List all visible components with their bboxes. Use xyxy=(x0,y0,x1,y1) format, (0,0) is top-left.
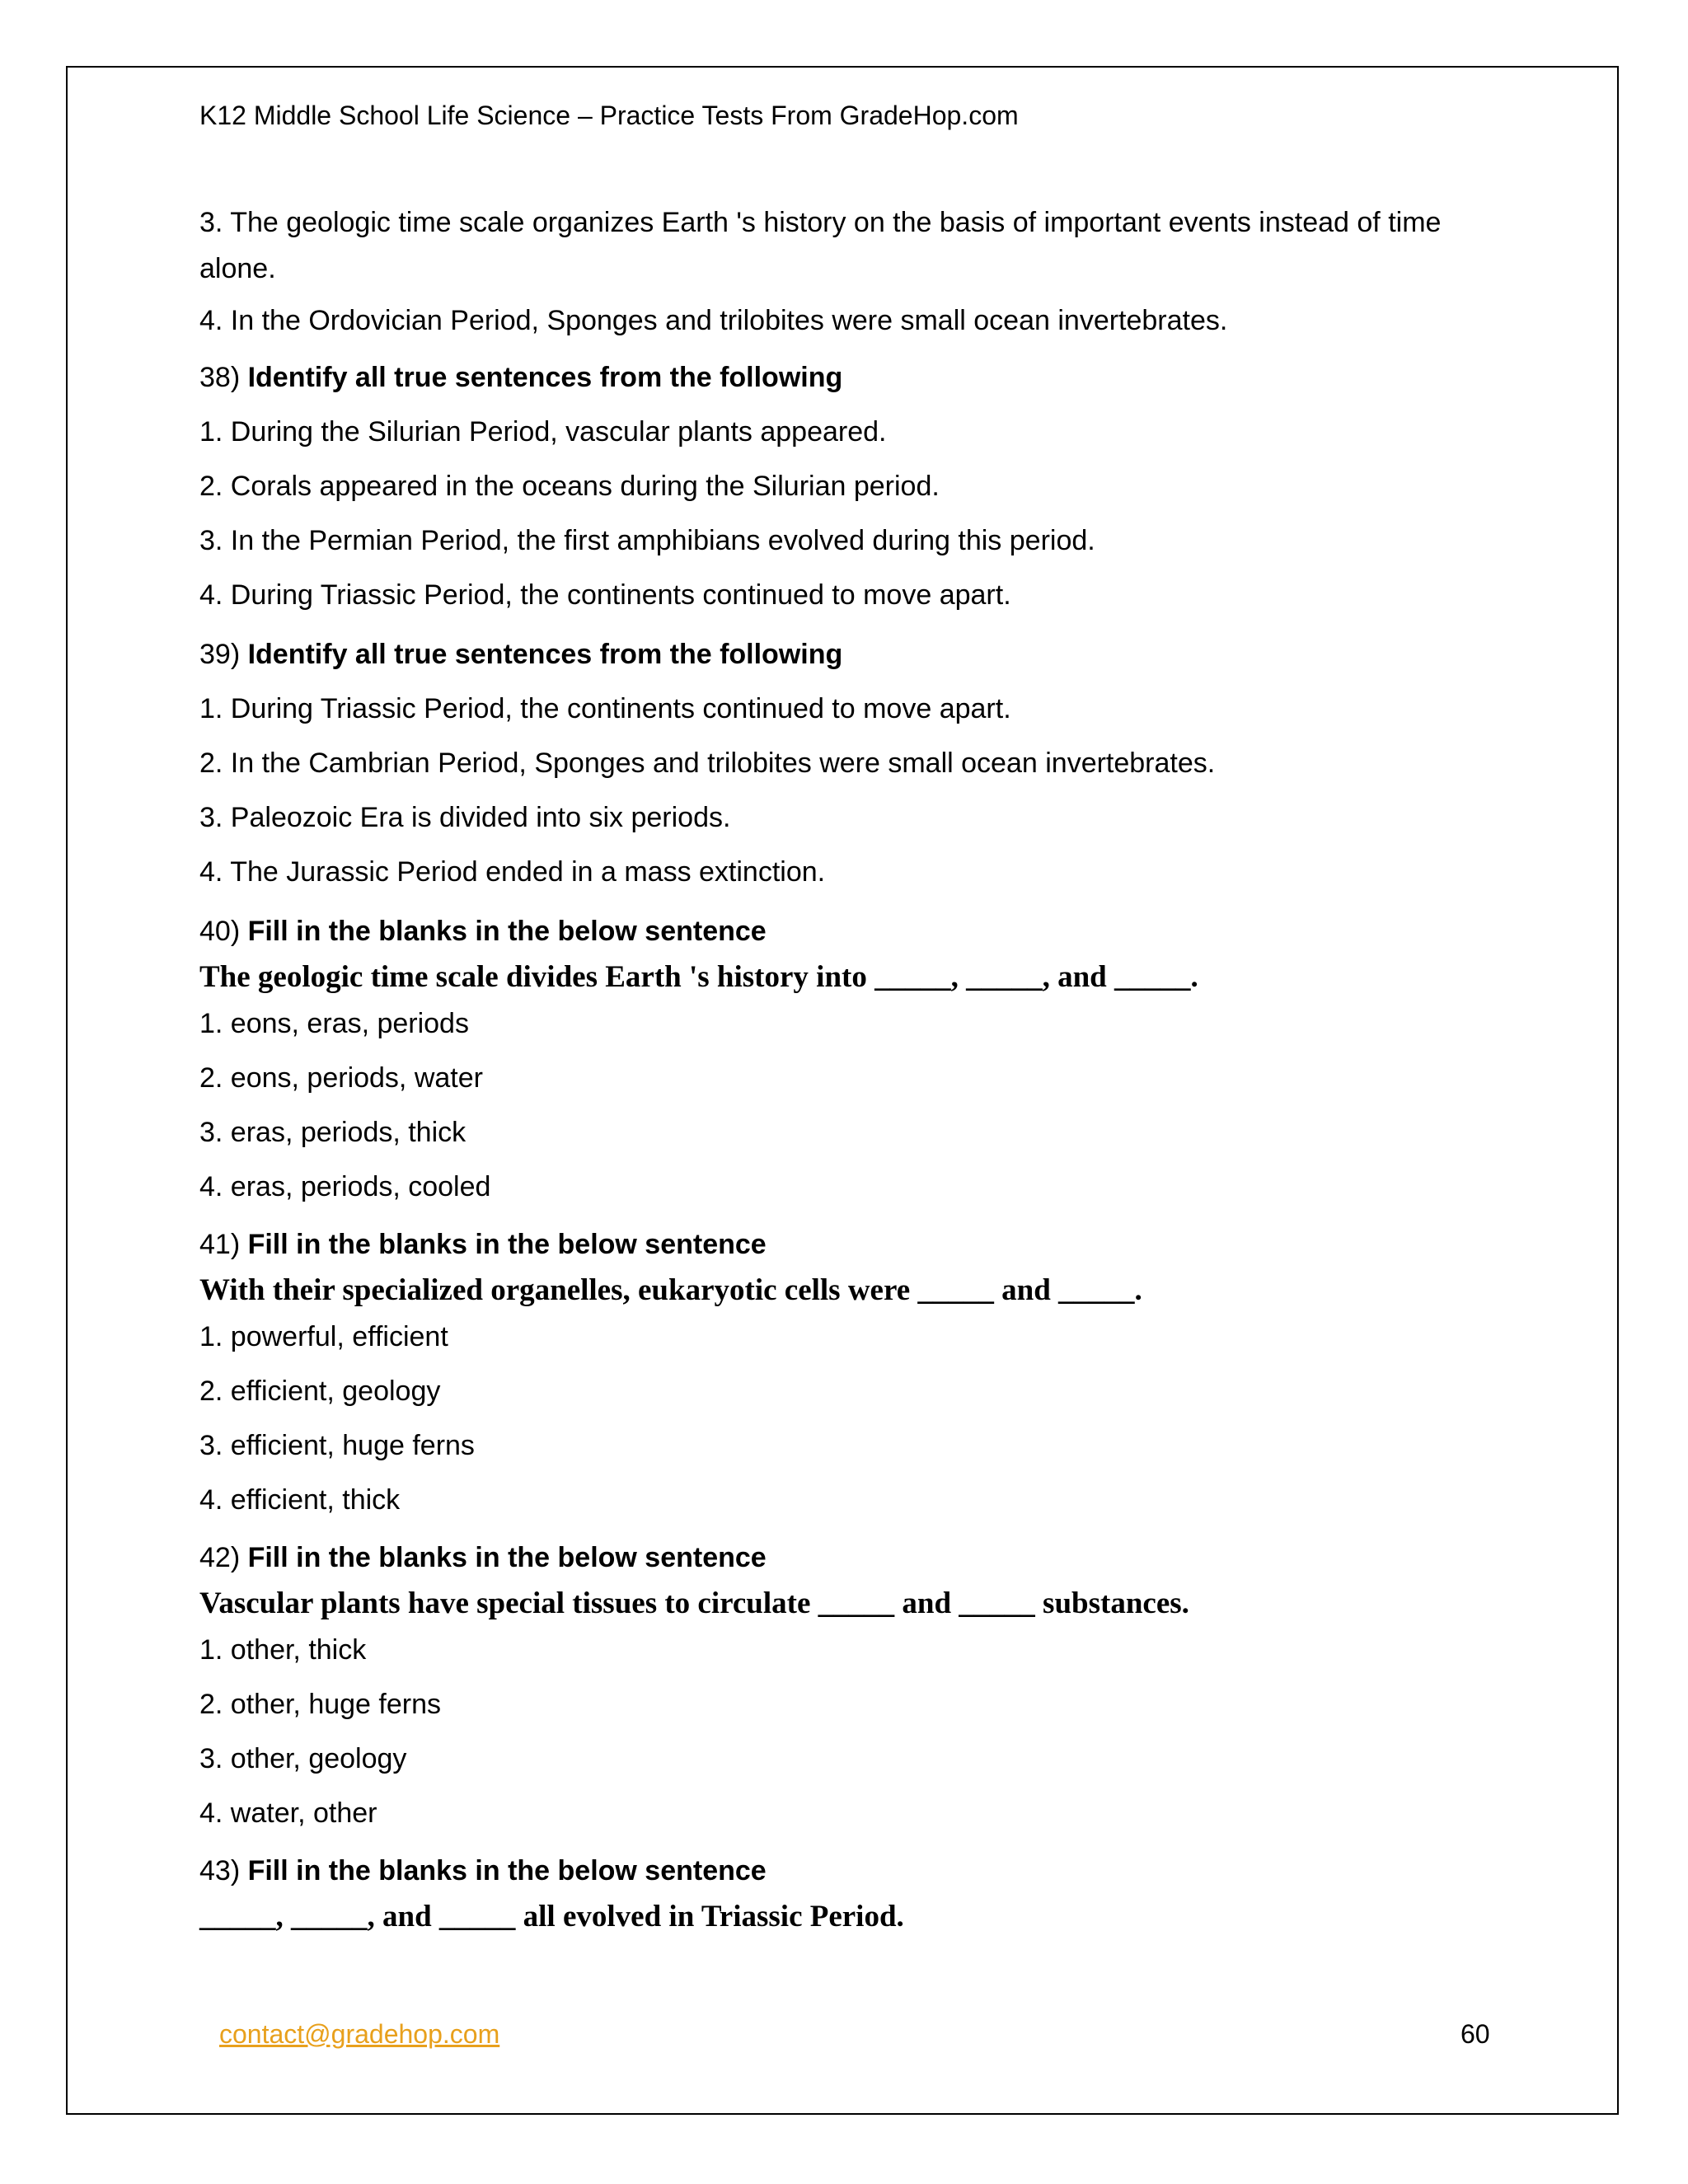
question-40-title xyxy=(199,913,767,949)
question-number: 42) xyxy=(199,1542,241,1573)
question-prompt: Fill in the blanks in the below sentence xyxy=(247,916,767,947)
question-number: 38) xyxy=(199,362,241,393)
q40-option-3: 3. eras, periods, thick xyxy=(199,1117,467,1148)
question-prompt: Identify all true sentences from the following xyxy=(247,639,843,670)
q41-option-1: 1. powerful, efficient xyxy=(199,1321,448,1352)
q43-sentence: _____, _____, and _____ all evolved in Triassic Period. xyxy=(199,1900,904,1933)
question-number: 41) xyxy=(199,1229,241,1260)
option-4-carryover: 4. In the Ordovician Period, Sponges and trilobites were small ocean invertebrates. xyxy=(199,305,1228,336)
q42-sentence: Vascular plants have special tissues to circulate _____ and _____ substances. xyxy=(199,1586,1189,1620)
q42-option-3: 3. other, geology xyxy=(199,1743,407,1774)
q39-option-2: 2. In the Cambrian Period, Sponges and trilobites were small ocean invertebrates. xyxy=(199,748,1216,779)
q39-option-1: 1. During Triassic Period, the continents continued to move apart. xyxy=(199,693,1011,724)
q38-option-4: 4. During Triassic Period, the continents continued to move apart. xyxy=(199,579,1011,611)
q38-option-1: 1. During the Silurian Period, vascular plants appeared. xyxy=(199,416,887,448)
question-prompt: Fill in the blanks in the below sentence xyxy=(247,1542,767,1573)
question-39-title xyxy=(199,636,842,673)
q38-option-2: 2. Corals appeared in the oceans during the Silurian period. xyxy=(199,471,940,502)
q41-option-3: 3. efficient, huge ferns xyxy=(199,1430,475,1461)
question-number: 40) xyxy=(199,916,241,947)
q41-sentence: With their specialized organelles, eukaryotic cells were _____ and _____. xyxy=(199,1273,1142,1307)
question-prompt: Identify all true sentences from the following xyxy=(247,362,843,393)
question-43-title xyxy=(199,1853,767,1889)
q40-option-4: 4. eras, periods, cooled xyxy=(199,1171,491,1202)
q42-option-1: 1. other, thick xyxy=(199,1634,367,1666)
q39-option-3: 3. Paleozoic Era is divided into six periods. xyxy=(199,802,731,833)
q40-option-2: 2. eons, periods, water xyxy=(199,1062,483,1094)
q38-option-3: 3. In the Permian Period, the first amphibians evolved during this period. xyxy=(199,525,1095,556)
option-3-carryover: 3. The geologic time scale organizes Earth 's history on the basis of important events instead of time alone. xyxy=(199,207,1442,284)
q39-option-4: 4. The Jurassic Period ended in a mass extinction. xyxy=(199,856,826,888)
contact-email-link[interactable]: contact@gradehop.com xyxy=(219,2019,500,2049)
q41-option-4: 4. efficient, thick xyxy=(199,1484,401,1516)
question-prompt: Fill in the blanks in the below sentence xyxy=(247,1229,767,1260)
question-prompt: Fill in the blanks in the below sentence xyxy=(247,1855,767,1886)
q40-sentence: The geologic time scale divides Earth 's history into _____, _____, and _____. xyxy=(199,960,1198,994)
question-number: 43) xyxy=(199,1855,241,1886)
q42-option-2: 2. other, huge ferns xyxy=(199,1689,441,1720)
question-41-title xyxy=(199,1226,767,1263)
page-number: 60 xyxy=(1461,2019,1490,2049)
q41-option-2: 2. efficient, geology xyxy=(199,1376,441,1407)
q40-option-1: 1. eons, eras, periods xyxy=(199,1008,469,1039)
question-42-title xyxy=(199,1540,767,1576)
q42-option-4: 4. water, other xyxy=(199,1797,377,1829)
page-header: K12 Middle School Life Science – Practice Tests From GradeHop.com xyxy=(199,101,1019,130)
question-number: 39) xyxy=(199,639,241,670)
question-38-title xyxy=(199,359,842,396)
